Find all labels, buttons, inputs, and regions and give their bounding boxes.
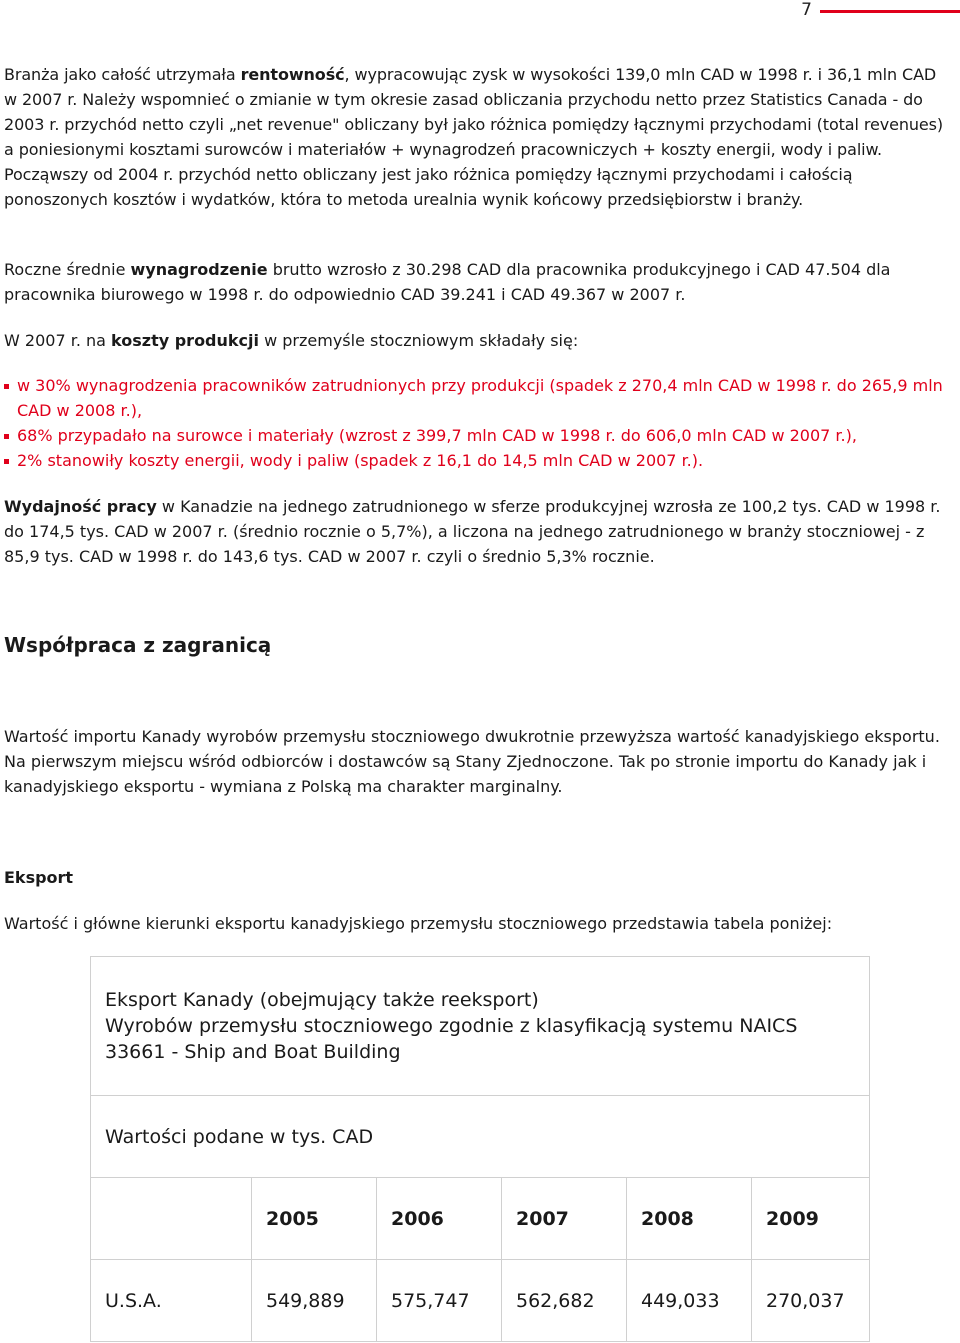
bold-term: koszty produkcji [111,331,259,350]
table-units-row [91,1096,870,1178]
table-header-year: 2006 [377,1178,502,1260]
table-cell-value: 562,682 [502,1260,627,1342]
table-header-row [91,1178,870,1260]
list-item: 2% stanowiły koszty energii, wody i paliw (spadek z 16,1 do 14,5 mln CAD w 2007 r.). [4,448,954,473]
table-header-empty [91,1178,252,1260]
text-run: w Kanadzie na jednego zatrudnionego w sferze produkcyjnej wzrosła ze 100,2 tys. CAD w 1998 r. do 174,5 tys. CAD w 2007 r. (średnio rocznie o 5,7%), a liczona na jednego zatrudnionego w branży stoczniowej - z 85,9 tys. CAD w 1998 r. do 143,6 tys. CAD w 2007 r. czyli o średnio 5,3% rocznie. [4,497,941,566]
export-table [90,956,870,1342]
list-item: w 30% wynagrodzenia pracowników zatrudnionych przy produkcji (spadek z 270,4 mln CAD w 1998 r. do 265,9 mln CAD w 2008 r.), [4,373,954,423]
table-cell-value: 575,747 [377,1260,502,1342]
section-heading-cooperation: Współpraca z zagranicą [4,633,272,657]
paragraph-import: Wartość importu Kanady wyrobów przemysłu stoczniowego dwukrotnie przewyższa wartość kanadyjskiego eksportu. Na pierwszym miejscu wśród odbiorców i dostawców są Stany Zjednoczone. Tak po stronie importu do Kanady jak i kanadyjskiego eksportu - wymiana z Polską ma charakter marginalny. [4,727,940,796]
table-units-cell: Wartości podane w tys. CAD [91,1096,870,1178]
page-number: 7 [801,0,812,20]
table-cell-country: U.S.A. [91,1260,252,1342]
table-title-cell [91,957,870,1096]
table-header-year: 2005 [252,1178,377,1260]
paragraph-wages [4,257,952,307]
table-title-line: 33661 - Ship and Boat Building [105,1041,401,1063]
bold-term: Wydajność pracy [4,497,157,516]
section-heading-export: Eksport [4,868,74,887]
text-run: W 2007 r. na [4,331,112,350]
bold-term: wynagrodzenie [130,260,268,279]
table-header-year: 2008 [627,1178,752,1260]
paragraph-export-intro: Wartość i główne kierunki eksportu kanadyjskiego przemysłu stoczniowego przedstawia tabela poniżej: [4,914,833,933]
text-run: w przemyśle stoczniowym składały się: [259,331,579,350]
table-header-year: 2009 [752,1178,870,1260]
table-cell-value: 549,889 [252,1260,377,1342]
text-run: Branża jako całość utrzymała [4,65,241,84]
text-run: , wypracowując zysk w wysokości 139,0 mln CAD w 1998 r. i 36,1 mln CAD w 2007 r. Należy wspomnieć o zmianie w tym okresie zasad obliczania przychodu netto przez Statistics Canada - do 2003 r. przychód netto czyli „net revenue" obliczany był jako różnica pomiędzy łącznymi przychodami (total revenues) a poniesionymi kosztami surowców i materiałów + wynagrodzeń pracowniczych + koszty energii, wody i paliw. Począwszy od 2004 r. przychód netto obliczany jest jako różnica pomiędzy łącznymi przychodami i całością ponoszonych kosztów i wydatków, która to metoda urealnia wynik końcowy przedsiębiorstw i branży. [4,65,944,209]
paragraph-profitability [4,62,952,212]
header-rule [820,10,960,13]
table-title-row [91,957,870,1096]
paragraph-productivity [4,494,952,569]
table-cell-value: 449,033 [627,1260,752,1342]
table-title-line: Eksport Kanady (obejmujący także reeksport) [105,989,539,1011]
text-run: Roczne średnie [4,260,131,279]
list-item: 68% przypadało na surowce i materiały (wzrost z 399,7 mln CAD w 1998 r. do 606,0 mln CAD w 2007 r.), [4,423,954,448]
paragraph-costs-intro [4,328,952,353]
bold-term: rentowność [240,65,345,84]
table-cell-value: 270,037 [752,1260,870,1342]
cost-list [4,373,954,473]
text-run: brutto wzrosło z 30.298 CAD dla pracownika produkcyjnego i CAD 47.504 dla pracownika biurowego w 1998 r. do odpowiednio CAD 39.241 i CAD 49.367 w 2007 r. [4,260,891,304]
table-row [91,1260,870,1342]
table-title-line: Wyrobów przemysłu stoczniowego zgodnie z klasyfikacją systemu NAICS [105,1015,798,1037]
table-header-year: 2007 [502,1178,627,1260]
